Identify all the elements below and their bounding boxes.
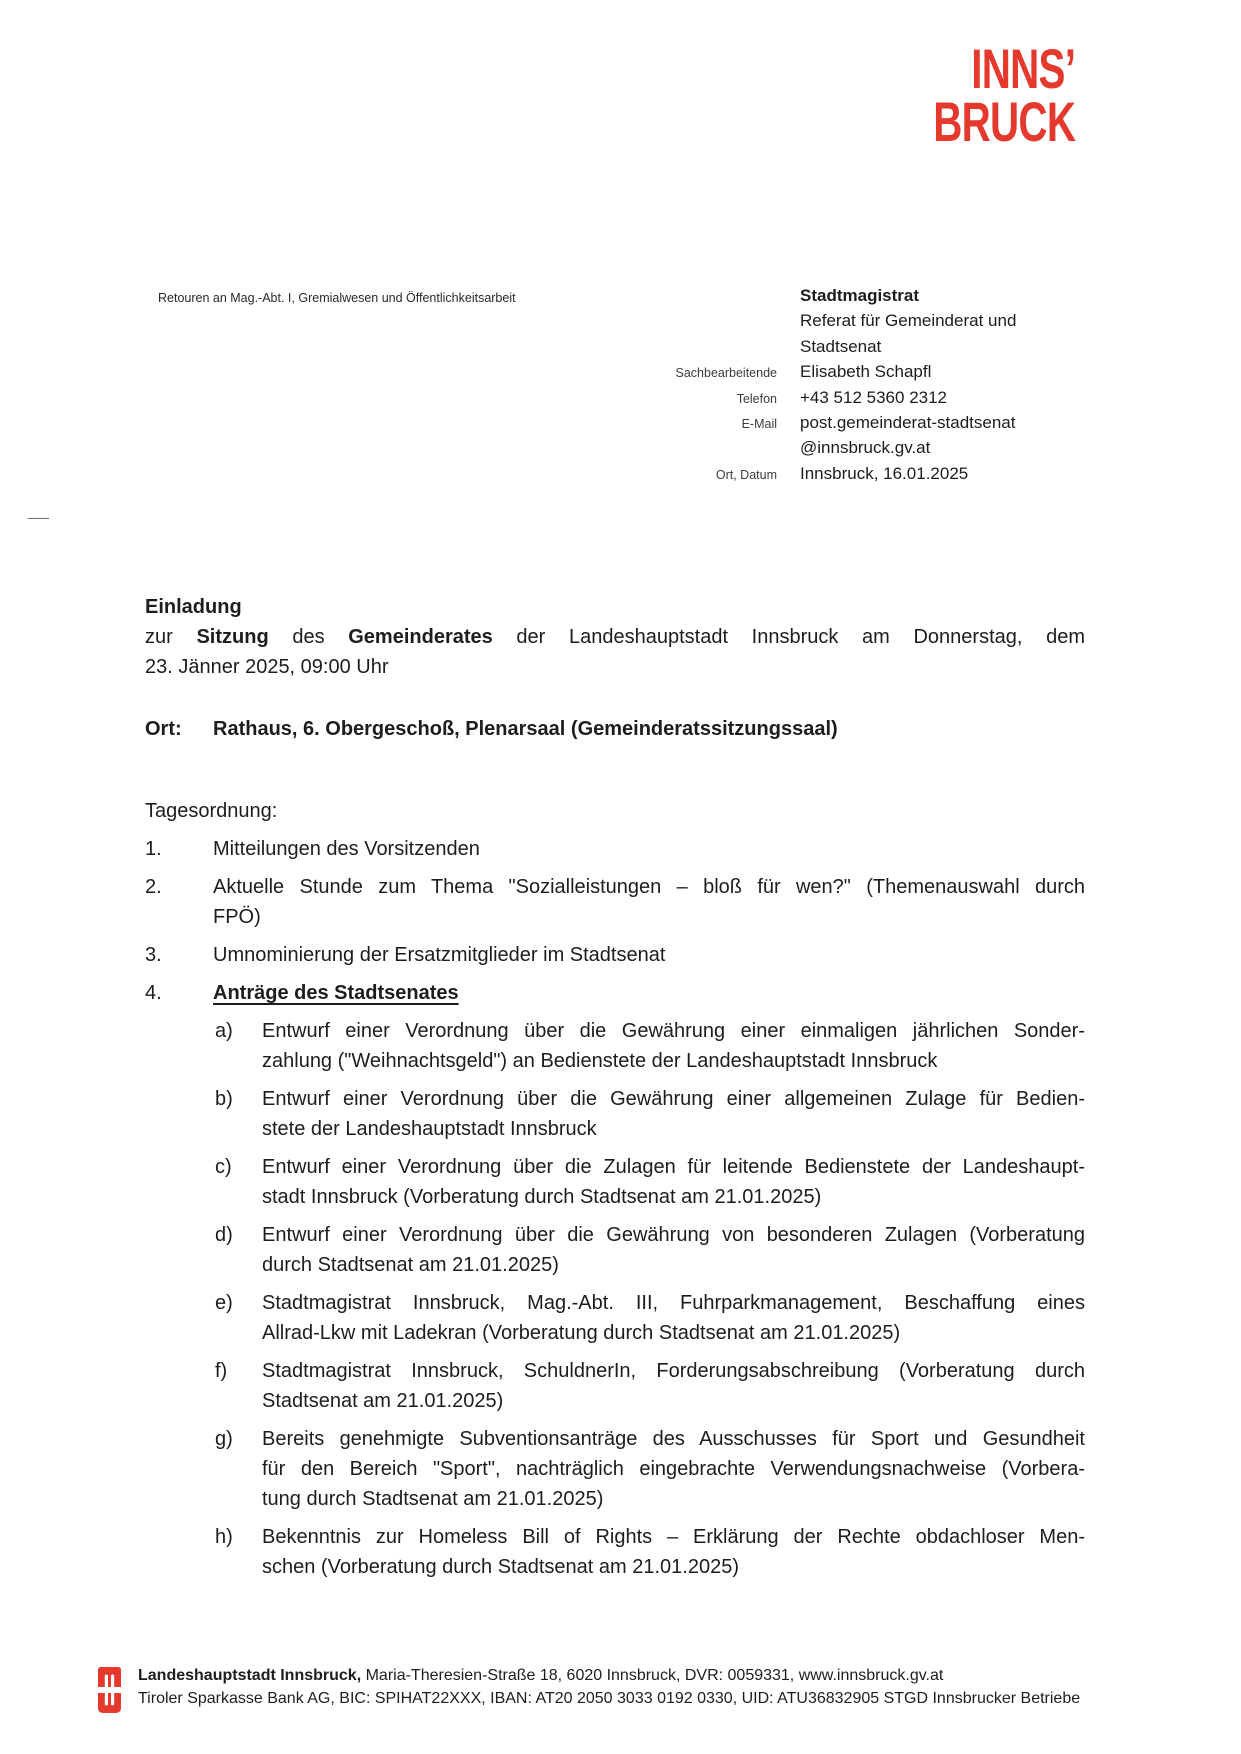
sender-row — [600, 464, 1040, 489]
subitem-text: Stadtmagistrat Innsbruck, SchuldnerIn, Forderungsabschreibung (Vorberatung durch Stadtsenat am 21.01.2025) — [262, 1360, 1085, 1412]
agenda-item-2 — [145, 872, 1085, 932]
field-value-phone: +43 512 5360 2312 — [800, 387, 948, 407]
footer-org-name: Landeshauptstadt Innsbruck, — [138, 1667, 362, 1684]
sender-row — [600, 286, 1040, 311]
agenda-subitem-c — [215, 1152, 1085, 1212]
agenda-item-number: 1. — [145, 838, 162, 860]
return-address-line: Retouren an Mag.-Abt. I, Gremialwesen und Öffentlichkeitsarbeit — [158, 291, 516, 305]
agenda-title: Tagesordnung: — [145, 800, 278, 822]
agenda-subitem-a — [215, 1016, 1085, 1076]
subitem-text: Entwurf einer Verordnung über die Gewährung von besonderen Zulagen (Vorberatung durch Stadtsenat am 21.01.2025) — [262, 1224, 1085, 1276]
fold-mark — [28, 518, 49, 519]
office-department-line-2: Stadtsenat — [800, 336, 882, 356]
field-value-contact-person: Elisabeth Schapfl — [800, 362, 932, 382]
letter-body — [145, 592, 1085, 1582]
sender-row — [600, 311, 1040, 336]
footer-line-2: Tiroler Sparkasse Bank AG, BIC: SPIHAT22XXX, IBAN: AT20 2050 3033 0192 0330, UID: ATU36832905 STGD Innsbrucker Betriebe — [138, 1690, 1081, 1707]
agenda-subitem-d — [215, 1220, 1085, 1280]
subitem-letter: d) — [215, 1224, 233, 1246]
footer-line-1 — [138, 1664, 1080, 1687]
subitem-letter: f) — [215, 1360, 228, 1382]
subitem-text: Entwurf einer Verordnung über die Gewährung einer einmaligen jährlichen Sonder- zahlung ("Weihnachtsgeld") an Bedienstete der Landeshauptstadt Innsbruck — [262, 1020, 1085, 1072]
sender-row — [600, 388, 1040, 413]
subitem-letter: b) — [215, 1088, 233, 1110]
subitem-letter: g) — [215, 1428, 233, 1450]
agenda-item-text-antraege: Anträge des Stadtsenates — [213, 982, 459, 1004]
subitem-letter: h) — [215, 1526, 233, 1548]
agenda-item-text: Mitteilungen des Vorsitzenden — [213, 838, 480, 860]
field-label-sachbearbeitende: Sachbearbeitende — [675, 366, 777, 381]
subitem-text: Entwurf einer Verordnung über die Zulagen für leitende Bedienstete der Landeshaupt- stadt Innsbruck (Vorberatung durch Stadtsenat am 21.01.2025) — [262, 1156, 1085, 1208]
field-label-telefon: Telefon — [736, 391, 777, 406]
office-department-line-1: Referat für Gemeinderat und — [800, 311, 1017, 331]
invitation-heading: Einladung — [145, 596, 242, 618]
agenda-item-text: Aktuelle Stunde zum Thema "Sozialleistungen – bloß für wen?" (Themenauswahl durch FPÖ) — [213, 876, 1085, 928]
field-label-ort-datum: Ort, Datum — [715, 467, 777, 482]
location-label: Ort: — [145, 718, 182, 740]
agenda-subitem-g — [215, 1424, 1085, 1514]
invitation-date-line: 23. Jänner 2025, 09:00 Uhr — [145, 656, 389, 678]
location-text: Rathaus, 6. Obergeschoß, Plenarsaal (Gemeinderatssitzungssaal) — [213, 718, 838, 740]
footer-text — [138, 1664, 1080, 1710]
office-title: Stadtmagistrat — [800, 286, 920, 305]
logo-line-2: BRUCK — [933, 90, 1075, 153]
agenda-item-4 — [145, 978, 1085, 1008]
subitem-letter: a) — [215, 1020, 233, 1042]
agenda-subitem-f — [215, 1356, 1085, 1416]
footer — [98, 1664, 1080, 1718]
intro-segment-gemeinderates: Gemeinderates — [348, 626, 493, 648]
intro-segment: des — [268, 626, 349, 648]
innsbruck-logo — [933, 37, 1075, 153]
subitem-text: Bekenntnis zur Homeless Bill of Rights – Erklärung der Rechte obdachloser Men- schen (Vorberatung durch Stadtsenat am 21.01.2025) — [262, 1526, 1085, 1578]
agenda-item-number: 4. — [145, 982, 162, 1004]
field-value-place-date: Innsbruck, 16.01.2025 — [800, 463, 969, 483]
subitem-letter: c) — [215, 1156, 232, 1178]
sender-info-block — [600, 286, 1040, 489]
sender-row — [600, 337, 1040, 362]
agenda-item-number: 2. — [145, 876, 162, 898]
intro-segment-sitzung: Sitzung — [196, 626, 269, 648]
field-label-email: E-Mail — [741, 416, 777, 431]
intro-segment: zur — [145, 626, 197, 648]
sender-row — [600, 438, 1040, 463]
location-row — [145, 714, 1085, 744]
agenda-item-3 — [145, 940, 1085, 970]
invitation-intro-line — [145, 622, 1085, 652]
agenda-subitem-b — [215, 1084, 1085, 1144]
sender-row — [600, 413, 1040, 438]
subitem-letter: e) — [215, 1292, 233, 1314]
subitem-text: Entwurf einer Verordnung über die Gewährung einer allgemeinen Zulage für Bedien- stete der Landeshauptstadt Innsbruck — [262, 1088, 1085, 1140]
agenda-item-number: 3. — [145, 944, 162, 966]
subitem-text: Bereits genehmigte Subventionsanträge des Ausschusses für Sport und Gesundheit für den Bereich "Sport", nachträglich eingebrachte Verwendungsnachweise (Vorbera- tung durch Stadtsenat am 21.01.2025) — [262, 1428, 1085, 1510]
agenda-item-text: Umnominierung der Ersatzmitglieder im Stadtsenat — [213, 944, 666, 966]
intro-segment: der Landeshauptstadt Innsbruck am Donnerstag, dem — [492, 626, 1086, 648]
sender-row — [600, 362, 1040, 387]
agenda-subitem-h — [215, 1522, 1085, 1582]
subitem-text: Stadtmagistrat Innsbruck, Mag.-Abt. III, Fuhrparkmanagement, Beschaffung eines Allrad-Lkw mit Ladekran (Vorberatung durch Stadtsenat am 21.01.2025) — [262, 1292, 1085, 1344]
agenda-subitem-e — [215, 1288, 1085, 1348]
field-value-email-line-2: @innsbruck.gv.at — [800, 438, 931, 458]
agenda-item-1 — [145, 834, 1085, 864]
logo-line-1: INNS’ — [971, 37, 1075, 100]
footer-address: Maria-Theresien-Straße 18, 6020 Innsbruck, DVR: 0059331, www.innsbruck.gv.at — [361, 1667, 944, 1684]
city-emblem-icon — [98, 1667, 121, 1718]
field-value-email-line-1: post.gemeinderat-stadtsenat — [800, 412, 1016, 432]
